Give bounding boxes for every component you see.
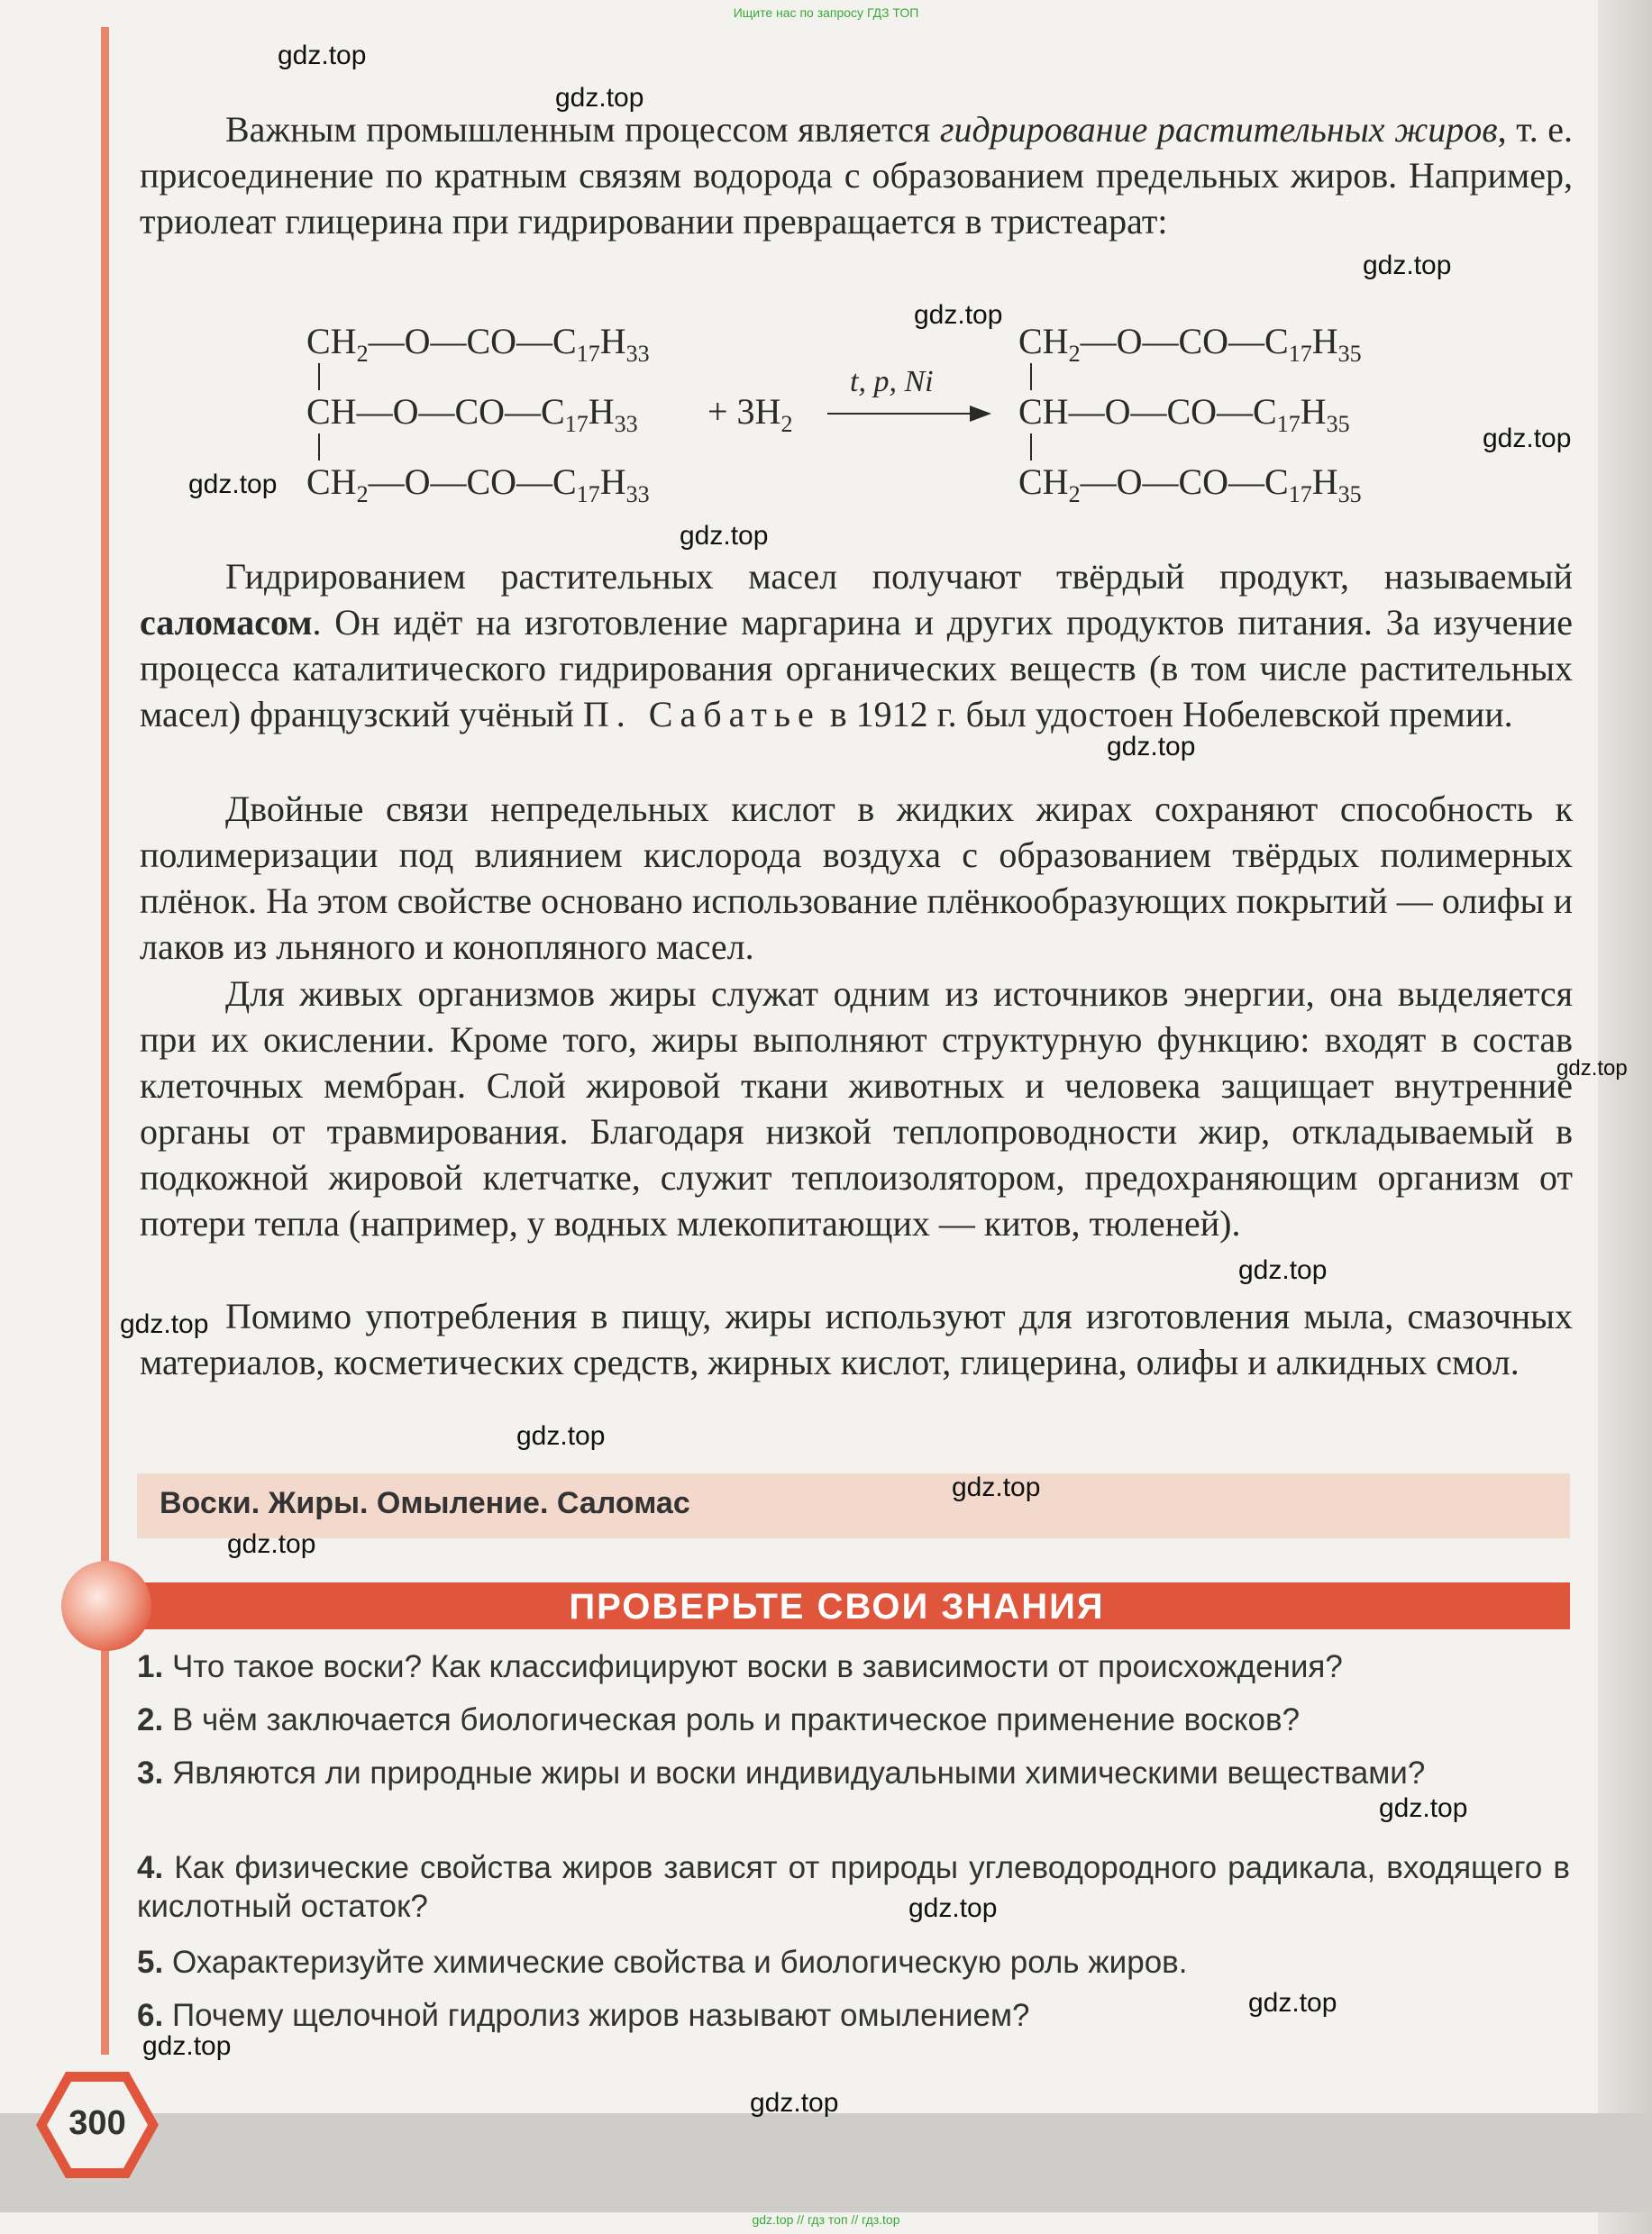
paragraph-biological-role: Для живых организмов жиры служат одним из источников энергии, она выделяется при их окислении. Кроме того, жиры выполняют структурную функцию: входят в состав клеточных мембран. Слой жировой ткани животных и человека защищает внутренние органы от травмирования. Благодаря низкой теплопроводности жир, откладываемый в подкожной жировой клетчатке, служит теплоизолятором, предохраняющим организм от потери тепла (например, у водных млекопитающих — китов, тюленей).: [140, 973, 1573, 1244]
scientist-name: П. Сабатье: [582, 694, 821, 734]
keywords-text: Воски. Жиры. Омыление. Саломас: [160, 1486, 690, 1520]
margin-line: [101, 27, 109, 2055]
product-line-3: $CH_2—O—CO—C_{17}H_{35}$: [1018, 461, 1362, 507]
reactant-line-1: $CH_2—O—CO—C_{17}H_{33}$: [306, 321, 650, 367]
paragraph-hydrogenation: Важным промышленным процессом является гидрирование растительных жиров, т. е. присоединение по кратным связям водорода с образованием предельных жиров. Например, триолеат глицерина при гидрировании превращается в тристеарат:: [140, 109, 1574, 242]
header-circle-ornament: [61, 1561, 151, 1651]
reaction-conditions: t, p, Ni: [850, 365, 934, 398]
hydrogen-reagent: + $3H_2$: [707, 391, 793, 437]
arrow-head: [970, 406, 991, 422]
watermark: gdz.top: [750, 2088, 839, 2118]
paragraph-uses: Помимо употребления в пищу, жиры используют для изготовления мыла, смазочных материалов, косметических средств, жирных кислот, глицерина, олифы и алкидных смол.: [140, 1296, 1573, 1382]
term-salomas: саломасом: [140, 602, 313, 643]
check-knowledge-header: [104, 1582, 1570, 1629]
paragraph-polymerization: Двойные связи непредельных кислот в жидких жирах сохраняют способность к полимеризации под влиянием кислорода воздуха с образованием твёрдых полимерных плёнок. На этом свойстве основано использование плёнкообразующих покрытий — олифы и лаков из льняного и конопляного масел.: [140, 789, 1573, 967]
check-knowledge-title: ПРОВЕРЬТЕ СВОИ ЗНАНИЯ: [569, 1587, 1105, 1627]
watermark: gdz.top: [1556, 1056, 1628, 1081]
watermark: gdz.top: [1483, 424, 1572, 453]
watermark: gdz.top: [680, 521, 769, 551]
paragraph-salomas: Гидрированием растительных масел получают твёрдый продукт, называемый саломасом. Он идёт на изготовление маргарина и других продуктов питания. За изучение процесса каталитического гидрирования органических веществ (в том числе растительных масел) французский учёный П. Сабатье в 1912 г. был удостоен Нобелевской премии.: [140, 556, 1573, 734]
keywords-bar: [137, 1473, 1570, 1538]
product-line-1: $CH_2—O—CO—C_{17}H_{35}$: [1018, 321, 1362, 367]
reaction-arrow: [827, 413, 972, 415]
page-number: 300: [68, 2104, 126, 2142]
bottom-band: [0, 2113, 1652, 2212]
watermark: gdz.top: [908, 1893, 998, 1923]
product-line-2: $CH—O—CO—C_{17}H_{35}$: [1018, 391, 1350, 437]
watermark: gdz.top: [914, 300, 1003, 330]
watermark: gdz.top: [188, 470, 278, 499]
question-item: 4. Как физические свойства жиров зависят от природы углеводородного радикала, входящего в кислотный остаток?: [137, 1850, 1570, 1924]
reaction-equation: [306, 320, 1460, 527]
page-number-badge: [34, 2070, 160, 2180]
watermark: gdz.top: [120, 1309, 209, 1339]
question-item: 5. Охарактеризуйте химические свойства и биологическую роль жиров.: [137, 1945, 1188, 1980]
reactant-line-2: $CH—O—CO—C_{17}H_{33}$: [306, 391, 638, 437]
question-item: 1. Что такое воски? Как классифицируют воски в зависимости от происхождения?: [137, 1649, 1343, 1684]
question-item: 2. В чём заключается биологическая роль и практическое применение восков?: [137, 1702, 1301, 1737]
page-edge-shadow: [1598, 0, 1652, 2234]
question-item: 3. Являются ли природные жиры и воски индивидуальными химическими веществами?: [137, 1755, 1426, 1791]
watermark: gdz.top: [227, 1529, 316, 1559]
watermark: gdz.top: [952, 1473, 1041, 1502]
watermark: gdz.top: [142, 2031, 232, 2061]
watermark: gdz.top: [555, 83, 644, 113]
watermark: gdz.top: [1248, 1988, 1337, 2018]
watermark: gdz.top: [1107, 732, 1196, 761]
question-item: 6. Почему щелочной гидролиз жиров называют омылением?: [137, 1998, 1030, 2033]
watermark: gdz.top: [1238, 1255, 1328, 1285]
term-hydrogenation: гидрирование растительных жиров: [939, 109, 1498, 150]
watermark: gdz.top: [516, 1421, 606, 1451]
watermark: gdz.top: [278, 41, 367, 70]
top-banner: Ищите нас по запросу ГДЗ ТОП: [733, 5, 919, 20]
bottom-banner: gdz.top // гдз топ // гдз.top: [752, 2212, 900, 2227]
watermark: gdz.top: [1379, 1793, 1468, 1823]
reactant-line-3: $CH_2—O—CO—C_{17}H_{33}$: [306, 461, 650, 507]
watermark: gdz.top: [1363, 251, 1452, 280]
